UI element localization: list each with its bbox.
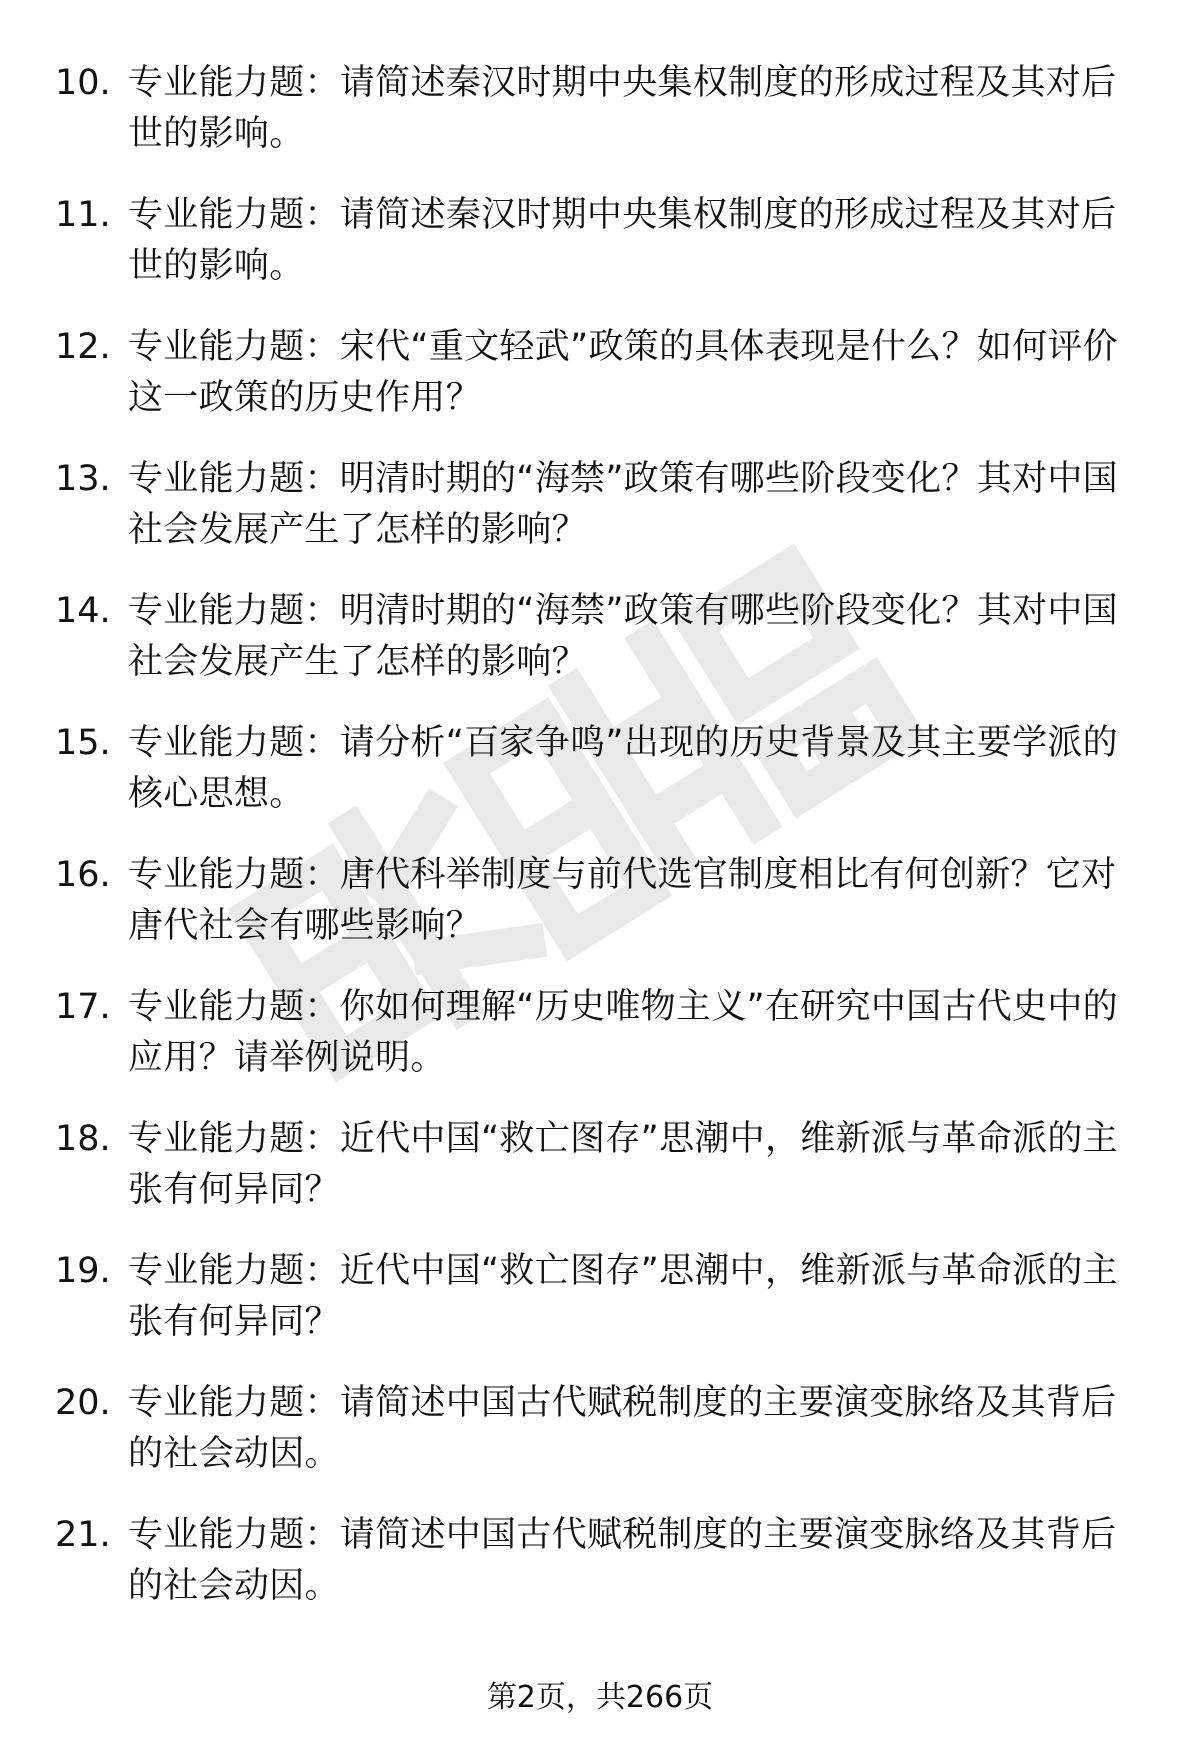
question-item — [0, 454, 1200, 586]
question-text: 专业能力题：宋代“重文轻武”政策的具体表现是什么？如何评价这一政策的历史作用？ — [128, 327, 1118, 418]
question-number: 11. — [55, 195, 111, 235]
question-text: 专业能力题：请简述中国古代赋税制度的主要演变脉络及其背后的社会动因。 — [128, 1515, 1117, 1606]
question-number: 10. — [55, 63, 111, 103]
question-text: 专业能力题：请简述秦汉时期中央集权制度的形成过程及其对后世的影响。 — [128, 63, 1117, 154]
question-item — [0, 58, 1200, 190]
question-number: 18. — [55, 1119, 111, 1159]
question-item — [0, 190, 1200, 322]
question-number: 13. — [55, 459, 111, 499]
question-number: 12. — [55, 327, 111, 367]
question-text: 专业能力题：请分析“百家争鸣”出现的历史背景及其主要学派的核心思想。 — [128, 723, 1118, 814]
question-number: 19. — [55, 1251, 111, 1291]
question-text: 专业能力题：请简述秦汉时期中央集权制度的形成过程及其对后世的影响。 — [128, 195, 1117, 286]
question-text: 专业能力题：明清时期的“海禁”政策有哪些阶段变化？其对中国社会发展产生了怎样的影响？ — [128, 591, 1118, 682]
question-number: 16. — [55, 855, 111, 895]
page-indicator: 第2页，共266页 — [486, 1680, 714, 1715]
question-item — [0, 1114, 1200, 1246]
question-text: 专业能力题：请简述中国古代赋税制度的主要演变脉络及其背后的社会动因。 — [128, 1383, 1117, 1474]
question-number: 14. — [55, 591, 111, 631]
question-number: 17. — [55, 987, 111, 1027]
question-item — [0, 586, 1200, 718]
question-item — [0, 1246, 1200, 1378]
question-item — [0, 718, 1200, 850]
question-number: 15. — [55, 723, 111, 763]
question-item — [0, 982, 1200, 1114]
question-text: 专业能力题：你如何理解“历史唯物主义”在研究中国古代史中的应用？请举例说明。 — [128, 987, 1118, 1078]
question-text: 专业能力题：近代中国“救亡图存”思潮中，维新派与革命派的主张有何异同？ — [128, 1251, 1118, 1342]
question-text: 专业能力题：明清时期的“海禁”政策有哪些阶段变化？其对中国社会发展产生了怎样的影响？ — [128, 459, 1118, 550]
question-text: 专业能力题：唐代科举制度与前代选官制度相比有何创新？它对唐代社会有哪些影响？ — [128, 855, 1117, 946]
question-item — [0, 850, 1200, 982]
question-item — [0, 1378, 1200, 1510]
question-text: 专业能力题：近代中国“救亡图存”思潮中，维新派与革命派的主张有何异同？ — [128, 1119, 1118, 1210]
question-number: 20. — [55, 1383, 111, 1423]
question-list — [0, 58, 1200, 1642]
question-number: 21. — [55, 1515, 111, 1555]
question-item — [0, 322, 1200, 454]
question-item — [0, 1510, 1200, 1642]
